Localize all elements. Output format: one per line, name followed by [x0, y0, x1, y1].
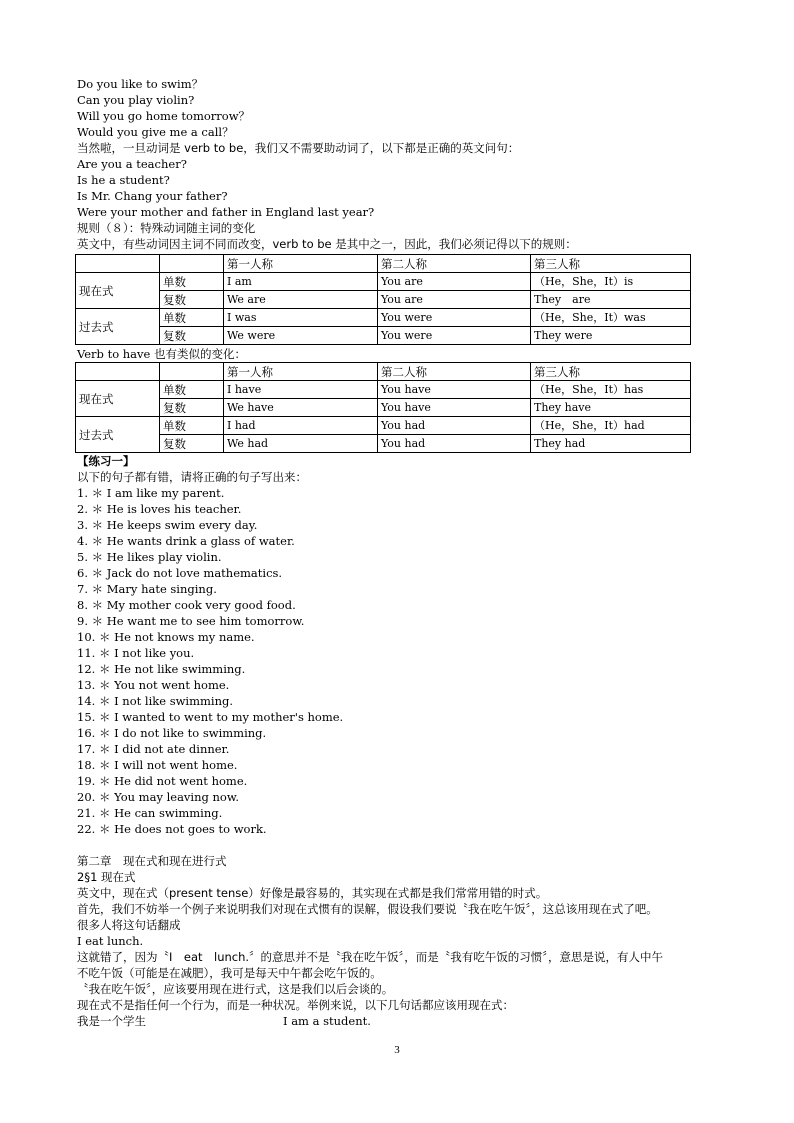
have-intro: Verb to have 也有类似的变化：: [77, 347, 246, 361]
table-cell: They were: [531, 327, 691, 345]
intro-line: Were your mother and father in England last year?: [77, 205, 375, 219]
intro-line: Will you go home tomorrow？: [77, 109, 251, 123]
paragraph-line: 首先，我们不妨举一个例子来说明我们对现在式惯有的误解，假设我们要说〝我在吃午饭〞，这总该用现在式了吧。: [77, 902, 658, 916]
table-cell: I had: [224, 417, 378, 435]
exercise-item: 20. ＊ You may leaving now.: [77, 790, 239, 804]
exercise-instruction: 以下的句子都有错，请将正确的句子写出来：: [77, 470, 307, 484]
table-cell: [160, 363, 224, 381]
exercise-item: 1. ＊ I am like my parent.: [77, 486, 225, 500]
exercise-item: 22. ＊ He does not goes to work.: [77, 822, 267, 836]
example-chinese: 我是一个学生: [77, 1014, 146, 1028]
table-cell: They had: [531, 435, 691, 453]
table-header-cell: 第二人称: [378, 255, 531, 273]
table-row: [76, 309, 691, 327]
number-cell: 复数: [160, 291, 224, 309]
table-cell: You have: [378, 381, 531, 399]
table-cell: （He，She，It）is: [531, 273, 691, 291]
section-title: 2§1 现在式: [77, 870, 136, 884]
verb-be-table: [75, 254, 691, 345]
exercise-item: 16. ＊ I do not like to swimming.: [77, 726, 267, 740]
table-row: [76, 417, 691, 435]
table-cell: （He，She，It）was: [531, 309, 691, 327]
table-header-cell: 第三人称: [531, 363, 691, 381]
exercise-item: 19. ＊ He did not went home.: [77, 774, 248, 788]
exercise-item: 18. ＊ I will not went home.: [77, 758, 238, 772]
table-cell: I have: [224, 381, 378, 399]
table-header-cell: 第一人称: [224, 255, 378, 273]
table-cell: You are: [378, 291, 531, 309]
number-cell: 单数: [160, 309, 224, 327]
intro-line: Would you give me a call？: [77, 125, 234, 139]
intro-line: Is he a student?: [77, 173, 170, 187]
paragraph-line: 英文中，现在式（present tense）好像是最容易的，其实现在式都是我们常常用错的时式。: [77, 886, 548, 900]
exercise-item: 8. ＊ My mother cook very good food.: [77, 598, 296, 612]
table-cell: We were: [224, 327, 378, 345]
tense-cell: 现在式: [76, 273, 160, 309]
number-cell: 单数: [160, 417, 224, 435]
exercise-item: 9. ＊ He want me to see him tomorrow.: [77, 614, 305, 628]
verb-have-table: [75, 362, 691, 453]
table-cell: We are: [224, 291, 378, 309]
table-cell: [76, 363, 160, 381]
exercise-item: 14. ＊ I not like swimming.: [77, 694, 234, 708]
intro-line: Do you like to swim？: [77, 77, 204, 91]
table-cell: You have: [378, 399, 531, 417]
paragraph-line: 现在式不是指任何一个行为，而是一种状况。举例来说，以下几句话都应该用现在式：: [77, 998, 514, 1012]
exercise-item: 11. ＊ I not like you.: [77, 646, 195, 660]
exercise-item: 4. ＊ He wants drink a glass of water.: [77, 534, 295, 548]
table-header-row: [76, 255, 691, 273]
table-row: [76, 381, 691, 399]
table-cell: We have: [224, 399, 378, 417]
table-cell: You were: [378, 327, 531, 345]
intro-line: Are you a teacher?: [77, 157, 187, 171]
table-row: [76, 327, 691, 345]
number-cell: 复数: [160, 435, 224, 453]
chapter-title: 第二章 现在式和现在进行式: [77, 854, 227, 868]
intro-line: Can you play violin?: [77, 93, 195, 107]
table-cell: They are: [531, 291, 691, 309]
table-header-row: [76, 363, 691, 381]
table-row: [76, 291, 691, 309]
table-header-cell: 第三人称: [531, 255, 691, 273]
tense-cell: 现在式: [76, 381, 160, 417]
table-cell: [76, 255, 160, 273]
exercise-item: 10. ＊ He not knows my name.: [77, 630, 255, 644]
table-cell: （He，She，It）had: [531, 417, 691, 435]
table-row: [76, 273, 691, 291]
paragraph-line: 很多人将这句话翻成: [77, 918, 181, 932]
tense-cell: 过去式: [76, 417, 160, 453]
table-row: [76, 399, 691, 417]
exercise-item: 17. ＊ I did not ate dinner.: [77, 742, 230, 756]
table-cell: They have: [531, 399, 691, 417]
exercise-item: 5. ＊ He likes play violin.: [77, 550, 222, 564]
table-cell: You are: [378, 273, 531, 291]
exercise-item: 13. ＊ You not went home.: [77, 678, 230, 692]
number-cell: 复数: [160, 327, 224, 345]
table-cell: I am: [224, 273, 378, 291]
number-cell: 单数: [160, 273, 224, 291]
number-cell: 单数: [160, 381, 224, 399]
table-cell: We had: [224, 435, 378, 453]
table-header-cell: 第二人称: [378, 363, 531, 381]
example-english: I am a student.: [283, 1014, 371, 1028]
exercise-item: 15. ＊ I wanted to went to my mother's home.: [77, 710, 344, 724]
exercise-title: 【练习一】: [77, 454, 135, 468]
rule-heading: 规则（８）：特殊动词随主词的变化: [77, 221, 256, 235]
table-cell: You had: [378, 435, 531, 453]
exercise-item: 6. ＊ Jack do not love mathematics.: [77, 566, 283, 580]
exercise-item: 2. ＊ He is loves his teacher.: [77, 502, 242, 516]
exercise-item: 7. ＊ Mary hate singing.: [77, 582, 217, 596]
paragraph-line: 不吃午饭（可能是在减肥），我可是每天中午都会吃午饭的。: [77, 966, 382, 980]
page-number: 3: [394, 1044, 400, 1056]
exercise-item: 3. ＊ He keeps swim every day.: [77, 518, 258, 532]
table-row: [76, 435, 691, 453]
table-cell: You were: [378, 309, 531, 327]
intro-line: 当然啦，一旦动词是 verb to be，我们又不需要助动词了，以下都是正确的英文问句：: [77, 141, 520, 155]
table-cell: I was: [224, 309, 378, 327]
table-header-cell: 第一人称: [224, 363, 378, 381]
paragraph-line: 这就错了，因为〝I eat lunch.〞的意思并不是〝我在吃午饭〞，而是〝我有吃午饭的习惯〞，意思是说，有人中午: [77, 950, 664, 964]
intro-line: 英文中，有些动词因主词不同而改变，verb to be 是其中之一，因此，我们必须记得以下的规则：: [77, 237, 577, 251]
paragraph-line: 〝我在吃午饭〞，应该要用现在进行式，这是我们以后会谈的。: [77, 982, 394, 996]
number-cell: 复数: [160, 399, 224, 417]
intro-line: Is Mr. Chang your father?: [77, 189, 228, 203]
table-cell: [160, 255, 224, 273]
tense-cell: 过去式: [76, 309, 160, 345]
exercise-item: 12. ＊ He not like swimming.: [77, 662, 246, 676]
paragraph-line: I eat lunch.: [77, 934, 144, 948]
table-cell: You had: [378, 417, 531, 435]
table-cell: （He，She，It）has: [531, 381, 691, 399]
exercise-item: 21. ＊ He can swimming.: [77, 806, 223, 820]
